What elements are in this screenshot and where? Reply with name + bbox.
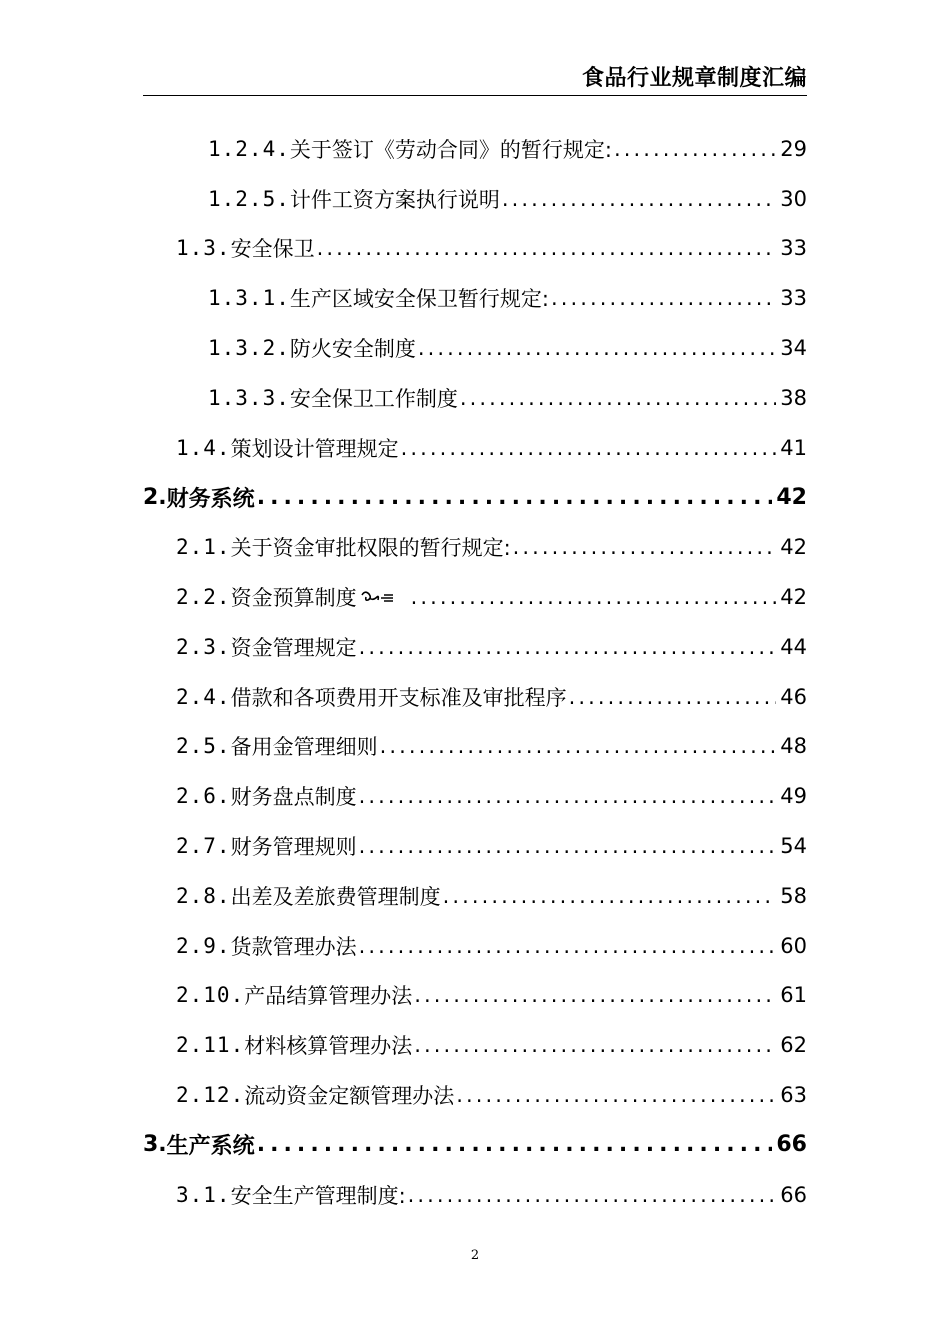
toc-entry-title: 安全保卫工作制度	[289, 386, 458, 411]
toc-entry-title: 资金预算制度	[230, 586, 357, 611]
toc-dot-leader	[414, 983, 776, 1007]
toc-entry[interactable]	[0, 124, 950, 174]
toc-entry-title: 流动资金定额管理办法	[244, 1084, 455, 1109]
toc-entry-number: 2.3.	[176, 634, 231, 659]
toc-entry[interactable]	[0, 224, 950, 274]
toc-entry[interactable]	[0, 423, 950, 473]
toc-entry-page: 42	[780, 535, 807, 560]
toc-entry-number: 1.2.4.	[208, 136, 290, 161]
toc-entry-title: 财务管理规则	[230, 835, 357, 860]
toc-entry-number: 1.4.	[176, 435, 231, 460]
toc-entry-title: 货款管理办法	[230, 934, 357, 959]
toc-entry[interactable]	[0, 1070, 950, 1120]
toc-entry-number: 2.12.	[176, 1083, 245, 1108]
toc-entry-title: 借款和各项费用开支标准及审批程序	[230, 685, 567, 710]
toc-entry-number: 2.10.	[176, 983, 245, 1008]
toc-dot-leader	[317, 236, 777, 260]
toc-entry-number: 2.1.	[176, 535, 231, 560]
toc-entry-page: 58	[780, 883, 807, 908]
toc-dot-leader	[569, 685, 777, 709]
toc-entry-page: 60	[780, 933, 807, 958]
toc-dot-leader	[513, 535, 777, 559]
toc-entry-page: 61	[780, 983, 807, 1008]
toc-dot-leader	[411, 585, 777, 609]
toc-entry[interactable]	[0, 373, 950, 423]
toc-entry-title: 关于签订《劳动合同》的暂行规定:	[289, 137, 612, 162]
toc-entry-number: 1.3.3.	[208, 385, 290, 410]
toc-entry-page: 54	[780, 834, 807, 859]
toc-entry-page: 66	[776, 1132, 807, 1158]
toc-dot-leader	[460, 386, 776, 410]
toc-entry-title: 计件工资方案执行说明	[289, 187, 500, 212]
toc-entry-page: 33	[780, 286, 807, 311]
toc-dot-leader	[502, 187, 776, 211]
toc-entry-title: 财务盘点制度	[230, 785, 357, 810]
toc-entry-page: 30	[780, 186, 807, 211]
toc-dot-leader	[408, 1183, 777, 1207]
toc-dot-leader	[418, 336, 776, 360]
page-number: 2	[470, 1248, 480, 1263]
toc-entry-page: 42	[776, 484, 807, 510]
scribble-mark-icon	[359, 587, 409, 607]
toc-entry-number: 2.6.	[176, 784, 231, 809]
toc-entry[interactable]	[0, 871, 950, 921]
toc-entry-title: 防火安全制度	[289, 337, 416, 362]
toc-entry-number: 2.11.	[176, 1033, 245, 1058]
toc-entry-title: 资金管理规定	[230, 635, 357, 660]
toc-entry-page: 29	[780, 136, 807, 161]
toc-dot-leader	[456, 1083, 776, 1107]
toc-dot-leader	[359, 834, 777, 858]
toc-entry-title: 生产区域安全保卫暂行规定:	[289, 287, 549, 312]
toc-dot-leader	[359, 934, 777, 958]
toc-dot-leader	[359, 635, 777, 659]
toc-section-heading[interactable]	[0, 1120, 950, 1170]
toc-entry-number: 2.4.	[176, 684, 231, 709]
toc-entry-title: 生产系统	[166, 1134, 255, 1160]
toc-entry-number: 1.3.	[176, 236, 231, 261]
toc-dot-leader	[614, 137, 776, 161]
toc-entry-number: 2.9.	[176, 933, 231, 958]
toc-entry-page: 38	[780, 385, 807, 410]
toc-entry-number: 1.2.5.	[208, 186, 290, 211]
toc-dot-leader	[401, 436, 777, 460]
toc-entry-title: 产品结算管理办法	[244, 984, 413, 1009]
toc-entry[interactable]	[0, 1170, 950, 1220]
toc-entry-title: 安全保卫	[230, 237, 315, 262]
toc-entry-number: 2.5.	[176, 734, 231, 759]
toc-entry[interactable]	[0, 622, 950, 672]
toc-entry-page: 46	[780, 684, 807, 709]
toc-entry[interactable]	[0, 522, 950, 572]
toc-entry-number: 2.2.	[176, 585, 231, 610]
toc-entry-page: 41	[780, 435, 807, 460]
toc-entry-number: 2.8.	[176, 883, 231, 908]
toc-section-heading[interactable]	[0, 473, 950, 523]
header-divider	[143, 95, 807, 96]
toc-dot-leader	[551, 286, 776, 310]
toc-dot-leader	[359, 784, 777, 808]
toc-dot-leader	[380, 734, 777, 758]
toc-entry-title: 材料核算管理办法	[244, 1034, 413, 1059]
toc-dot-leader	[443, 884, 777, 908]
toc-entry-page: 34	[780, 336, 807, 361]
toc-entry[interactable]	[0, 174, 950, 224]
toc-entry[interactable]	[0, 821, 950, 871]
toc-entry-title: 财务系统	[166, 486, 255, 512]
toc-entry-title: 备用金管理细则	[230, 735, 378, 760]
toc-entry-number: 2.	[143, 484, 167, 510]
document-header-title: 食品行业规章制度汇编	[581, 66, 807, 91]
table-of-contents	[0, 124, 950, 1220]
toc-entry-page: 49	[780, 784, 807, 809]
toc-entry-number: 2.7.	[176, 834, 231, 859]
toc-dot-leader	[257, 485, 773, 510]
toc-entry-number: 3.1.	[176, 1182, 231, 1207]
toc-dot-leader	[257, 1132, 773, 1157]
toc-entry-number: 1.3.2.	[208, 336, 290, 361]
toc-entry[interactable]	[0, 672, 950, 722]
toc-entry-page: 33	[780, 236, 807, 261]
toc-entry[interactable]	[0, 273, 950, 323]
toc-entry[interactable]	[0, 323, 950, 373]
toc-entry-title: 出差及差旅费管理制度	[230, 884, 441, 909]
toc-entry-page: 63	[780, 1083, 807, 1108]
toc-entry-title: 策划设计管理规定	[230, 436, 399, 461]
toc-entry[interactable]	[0, 572, 950, 622]
toc-entry-page: 62	[780, 1033, 807, 1058]
toc-entry-page: 44	[780, 634, 807, 659]
toc-entry[interactable]	[0, 921, 950, 971]
toc-entry[interactable]	[0, 771, 950, 821]
toc-dot-leader	[414, 1033, 776, 1057]
toc-entry-page: 48	[780, 734, 807, 759]
toc-entry-number: 3.	[143, 1132, 167, 1158]
toc-entry-title: 关于资金审批权限的暂行规定:	[230, 536, 511, 561]
toc-entry-page: 42	[780, 585, 807, 610]
toc-entry[interactable]	[0, 971, 950, 1021]
toc-entry-title: 安全生产管理制度:	[230, 1183, 406, 1208]
toc-entry[interactable]	[0, 722, 950, 772]
toc-entry-number: 1.3.1.	[208, 286, 290, 311]
toc-entry[interactable]	[0, 1020, 950, 1070]
toc-entry-page: 66	[780, 1182, 807, 1207]
